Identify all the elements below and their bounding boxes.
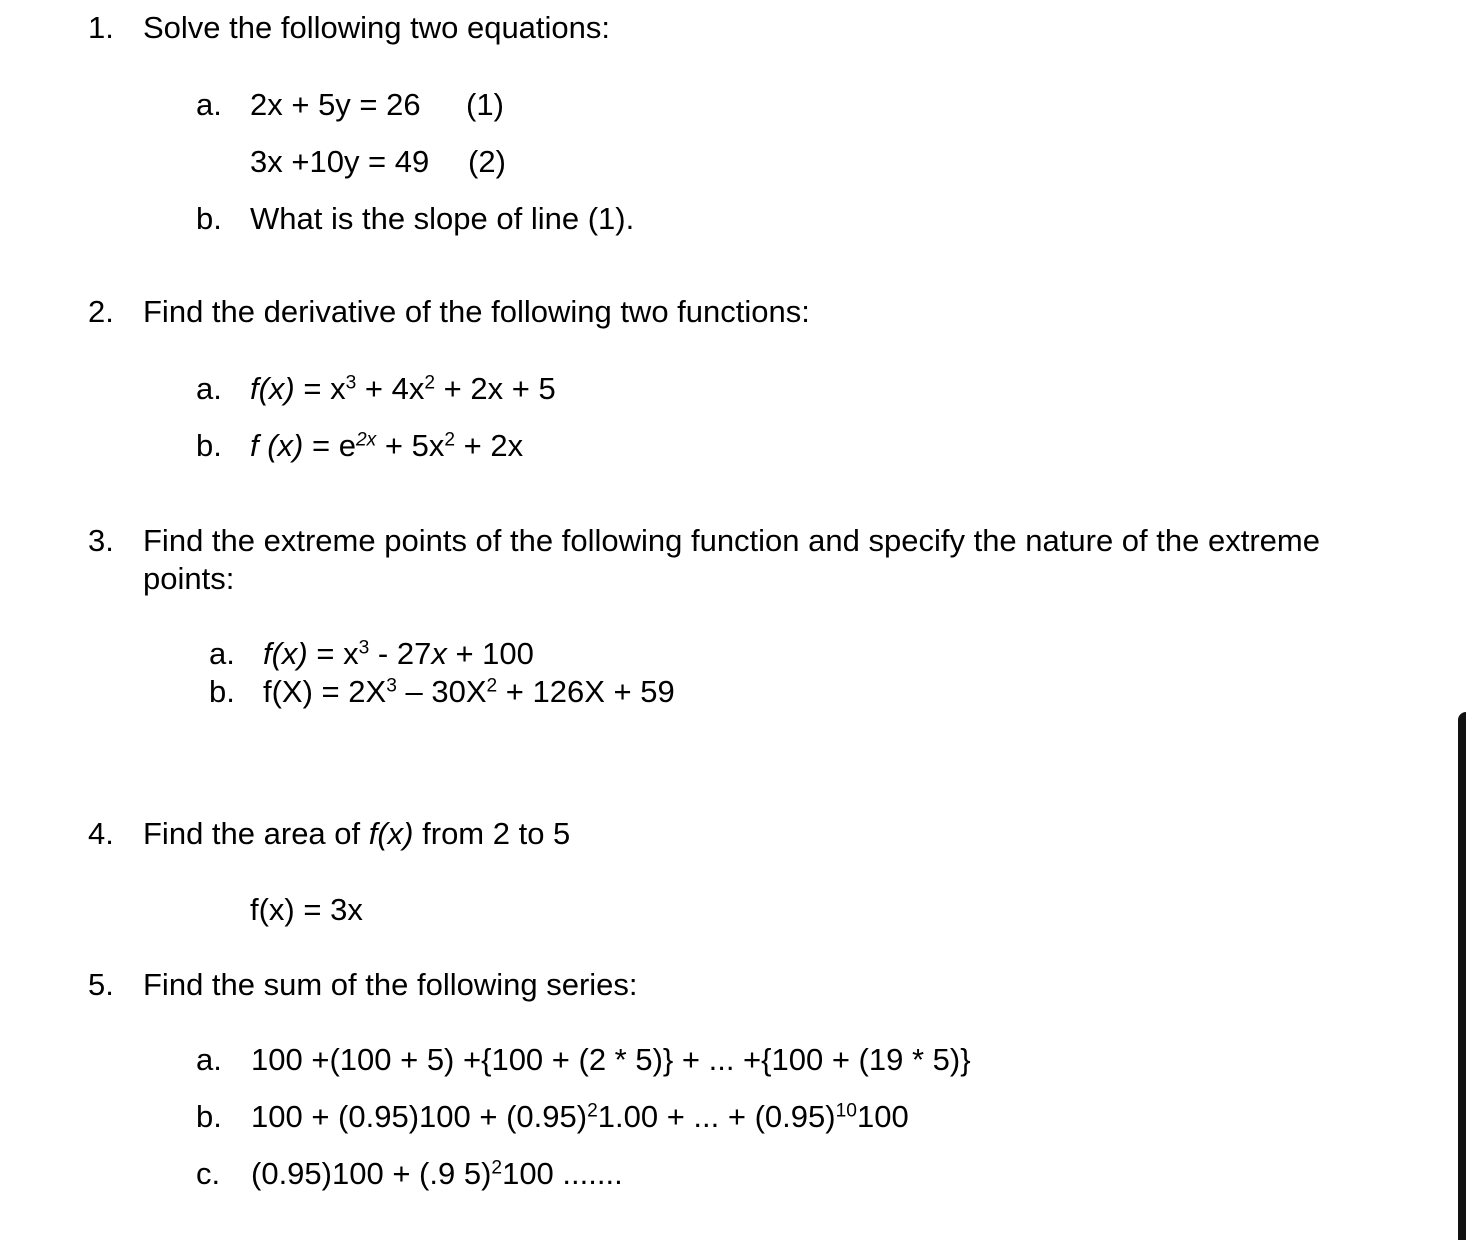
q4-number: 4. (88, 816, 114, 851)
vertical-scrollbar[interactable] (1458, 712, 1466, 1240)
q2-number: 2. (88, 294, 114, 329)
q3-text-line1: Find the extreme points of the following function and specify the nature of the extreme (143, 523, 1320, 558)
q1a-eq2: 3x +10y = 49 (250, 144, 430, 179)
q2b-label: b. (196, 428, 222, 463)
q4-text: Find the area of f(x) from 2 to 5 (143, 816, 571, 851)
q1-text: Solve the following two equations: (143, 10, 611, 45)
q2a-label: a. (196, 371, 222, 406)
q5c-label: c. (196, 1156, 221, 1191)
q5b-label: b. (196, 1099, 222, 1134)
q1b-text: What is the slope of line (1). (250, 201, 635, 236)
q4-equation: f(x) = 3x (250, 892, 363, 927)
q5-number: 5. (88, 967, 114, 1002)
q3-number: 3. (88, 523, 114, 558)
q1a-eq1: 2x + 5y = 26 (250, 87, 421, 122)
q1b-label: b. (196, 201, 222, 236)
q2b-function: f $(x) = e^{2x} + 5x^2 + 2x$ (250, 428, 524, 463)
q3b-function: $f(X) = 2X^3 - 30X^2 + 126X + 59$ (263, 674, 675, 709)
q3a-function: $f(x) = x^3 - 27x + 100$ (263, 636, 534, 671)
q3b-label: b. (209, 674, 235, 709)
q1a-tag1: (1) (466, 87, 504, 122)
q5-text: Find the sum of the following series: (143, 967, 638, 1002)
q5c-series: (0.95)100 + (.9 5)$^2$100 ....... (251, 1156, 623, 1191)
q5a-label: a. (196, 1042, 222, 1077)
q3-text-line2: points: (143, 561, 235, 596)
q2a-function: $f(x) = x^3 + 4x^2 + 2x + 5$ (250, 371, 556, 406)
q1a-label: a. (196, 87, 222, 122)
q5a-series: 100 +(100 + 5) +{100 + (2 * 5)} + ... +{100 + (19 * 5)} (251, 1042, 971, 1077)
q5b-series: $100 + (0.95)100 + (0.95)^21.00$ + ... + $(0.95)^{10}100$ (251, 1099, 909, 1134)
q1-number: 1. (88, 10, 114, 45)
q2-text: Find the derivative of the following two functions: (143, 294, 810, 329)
q3a-label: a. (209, 636, 235, 671)
q1a-tag2: (2) (468, 144, 506, 179)
